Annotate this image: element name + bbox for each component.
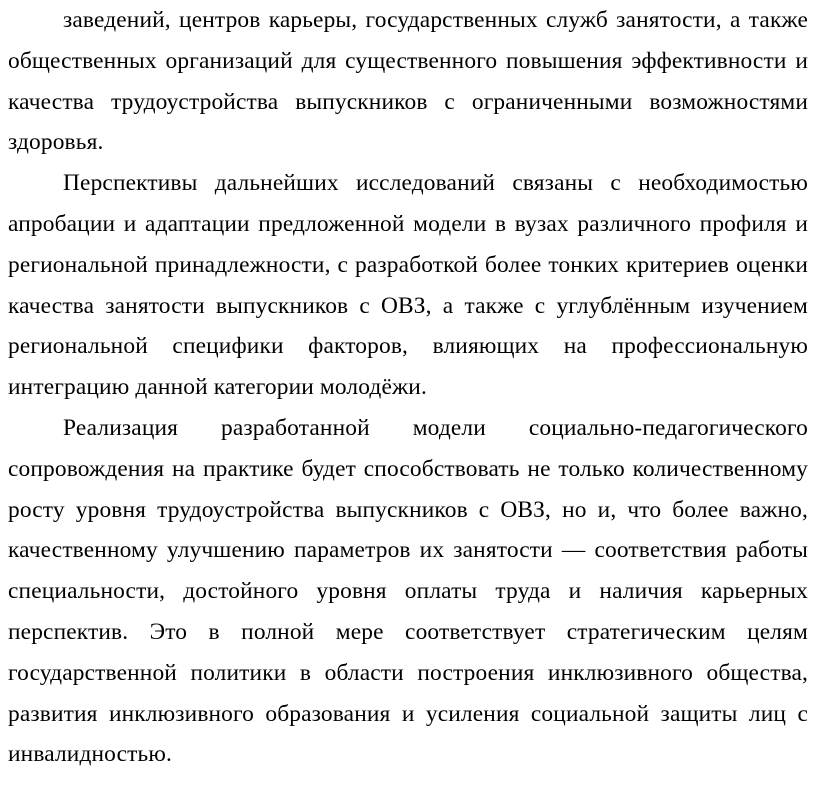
text-line: государственной политики в области построения инклюзивного общества,	[8, 659, 808, 686]
document-page	[8, 0, 808, 775]
text-line: заведений, центров карьеры, государственных служб занятости, а также	[63, 7, 808, 33]
text-line: апробации и адаптации предложенной модели в вузах различного профиля и	[8, 210, 808, 237]
text-line: росту уровня трудоустройства выпускников с ОВЗ, но и, что более важно,	[8, 496, 808, 523]
text-line: инвалидностью.	[8, 741, 172, 768]
text-line: качества занятости выпускников с ОВЗ, а также с углублённым изучением	[8, 292, 808, 319]
text-line: здоровья.	[8, 129, 104, 156]
paragraph-continuation	[8, 0, 808, 163]
text-line: региональной принадлежности, с разработкой более тонких критериев оценки	[8, 251, 808, 278]
text-line: сопровождения на практике будет способствовать не только количественному	[8, 455, 808, 482]
text-line: специальности, достойного уровня оплаты труда и наличия карьерных	[8, 578, 808, 605]
paragraph-model-implementation	[8, 408, 808, 775]
text-line: Реализация разработанной модели социально-педагогического	[63, 414, 808, 441]
paragraph-research-prospects	[8, 163, 808, 408]
text-line: региональной специфики факторов, влияющих на профессиональную	[8, 333, 808, 360]
text-line: качества трудоустройства выпускников с ограниченными возможностями	[8, 88, 808, 115]
text-line: развития инклюзивного образования и усиления социальной защиты лиц с	[8, 700, 808, 727]
text-line: перспектив. Это в полной мере соответствует стратегическим целям	[8, 618, 808, 645]
text-line: интеграцию данной категории молодёжи.	[8, 374, 427, 401]
text-line: Перспективы дальнейших исследований связаны с необходимостью	[63, 170, 808, 197]
text-line: общественных организаций для существенного повышения эффективности и	[8, 47, 808, 74]
text-line: качественному улучшению параметров их занятости — соответствия работы	[8, 537, 808, 564]
